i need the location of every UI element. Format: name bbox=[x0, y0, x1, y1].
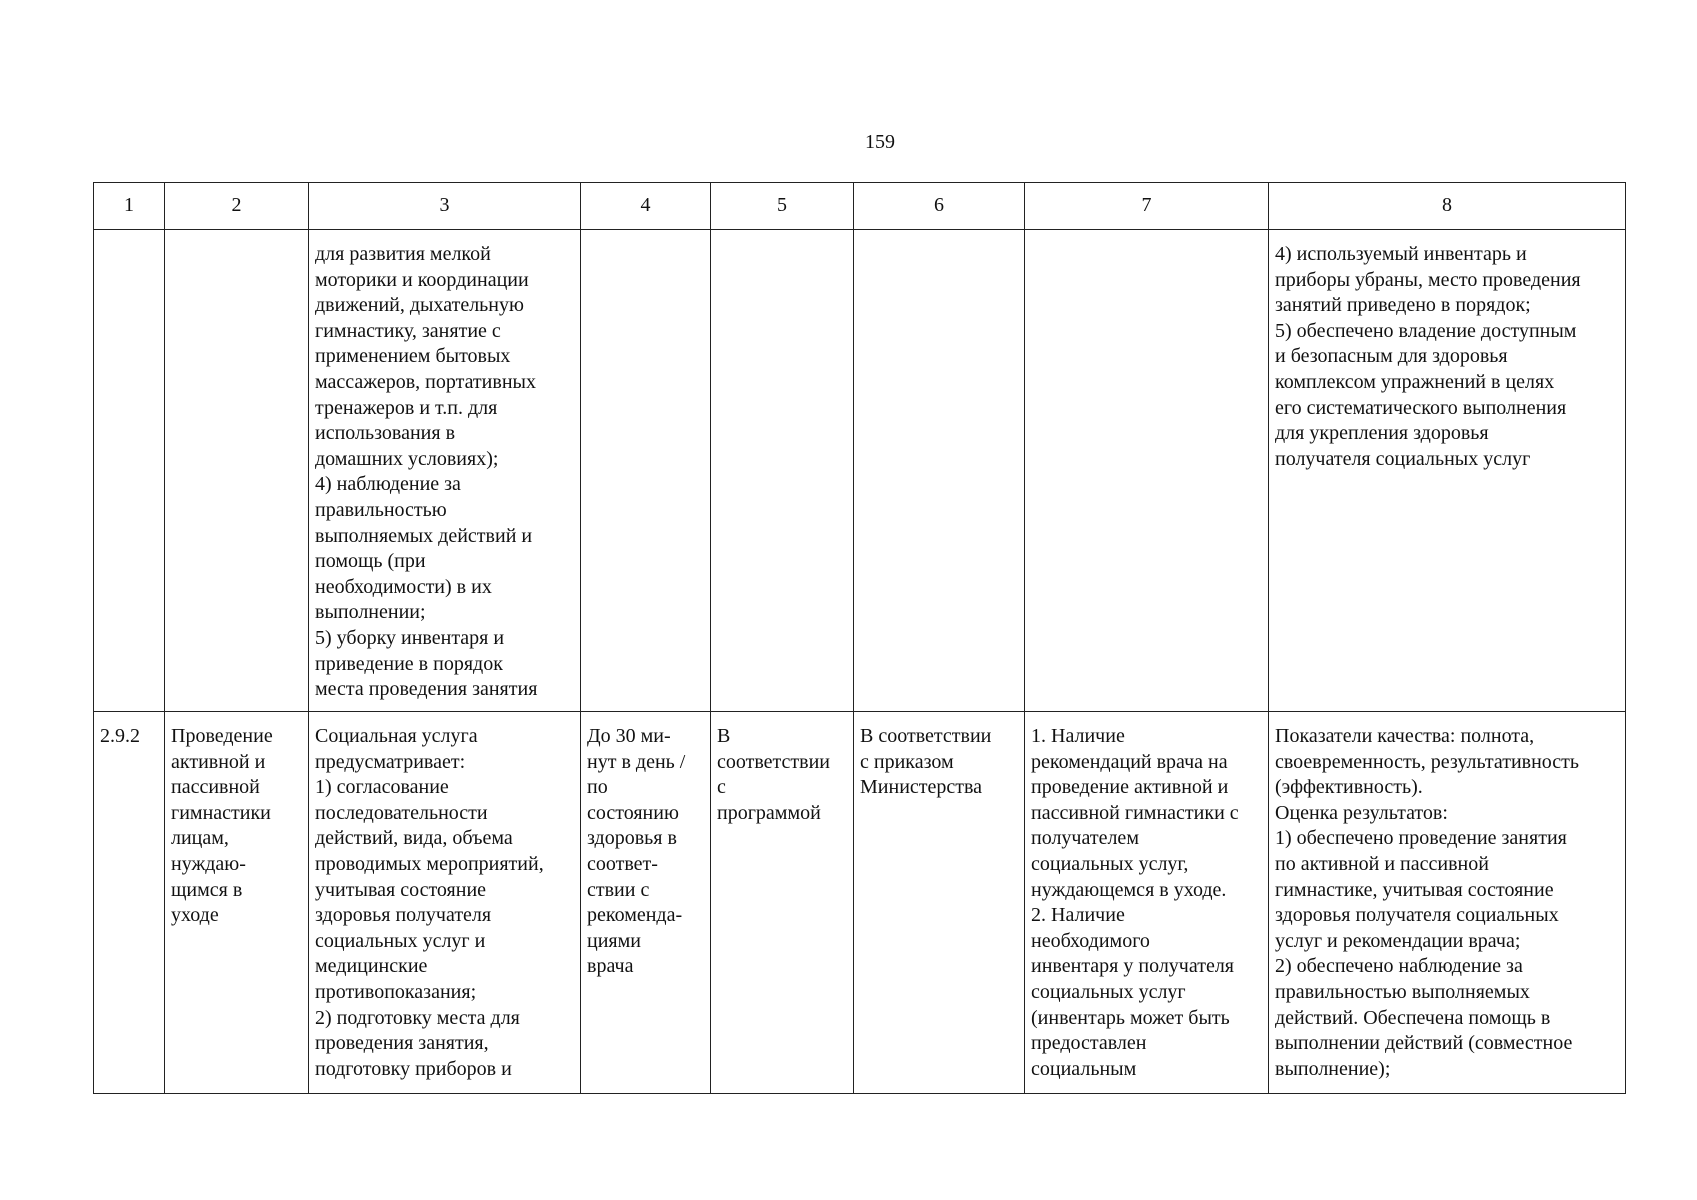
cell-col4 bbox=[581, 230, 711, 712]
cell-item-number: 2.9.2 bbox=[94, 712, 165, 1094]
cell-col1 bbox=[94, 230, 165, 712]
cell-quality-indicators: Показатели качества: полнота, своевременность, результативность (эффективность). Оценка результатов: 1) обеспечено проведение занятия по активной и пассивной гимнастике, учитывая состояние здоровья получателя социальных услуг и рекомендации врача; 2) обеспечено наблюдение за правильностью выполняемых действий. Обеспечена помощь в выполнении действий (совместное выполнение); bbox=[1269, 712, 1626, 1094]
cell-col6 bbox=[854, 230, 1025, 712]
header-row bbox=[94, 183, 1626, 230]
cell-duration: До 30 ми- нут в день / по состоянию здоровья в соответ- ствии с рекоменда- циями врача bbox=[581, 712, 711, 1094]
table-row bbox=[94, 230, 1626, 712]
cell-conditions: 1. Наличие рекомендаций врача на проведение активной и пассивной гимнастики с получателем социальных услуг, нуждающемся в уходе. 2. Наличие необходимого инвентаря у получателя социальных услуг (инвентарь может быть предоставлен социальным bbox=[1025, 712, 1269, 1094]
column-number-5: 5 bbox=[711, 183, 854, 230]
column-number-6: 6 bbox=[854, 183, 1025, 230]
column-number-2: 2 bbox=[165, 183, 309, 230]
services-table bbox=[93, 182, 1626, 1094]
column-number-4: 4 bbox=[581, 183, 711, 230]
column-number-8: 8 bbox=[1269, 183, 1626, 230]
cell-quality-indicators: 4) используемый инвентарь и приборы убраны, место проведения занятий приведено в порядок; 5) обеспечено владение доступным и безопасным для здоровья комплексом упражнений в целях его систематического выполнения для укрепления здоровья получателя социальных услуг bbox=[1269, 230, 1626, 712]
table-row bbox=[94, 712, 1626, 1094]
column-number-7: 7 bbox=[1025, 183, 1269, 230]
cell-col5 bbox=[711, 230, 854, 712]
cell-frequency: В соответствии с программой bbox=[711, 712, 854, 1094]
cell-service-name: Проведение активной и пассивной гимнастики лицам, нуждаю- щимся в уходе bbox=[165, 712, 309, 1094]
cell-col2 bbox=[165, 230, 309, 712]
page-number: 159 bbox=[865, 131, 895, 153]
cell-service-description: Социальная услуга предусматривает: 1) согласование последовательности действий, вида, объема проводимых мероприятий, учитывая состояние здоровья получателя социальных услуг и медицинские противопоказания; 2) подготовку места для проведения занятия, подготовку приборов и bbox=[309, 712, 581, 1094]
cell-tariff: В соответствии с приказом Министерства bbox=[854, 712, 1025, 1094]
column-number-1: 1 bbox=[94, 183, 165, 230]
cell-col7 bbox=[1025, 230, 1269, 712]
column-number-3: 3 bbox=[309, 183, 581, 230]
cell-service-description: для развития мелкой моторики и координации движений, дыхательную гимнастику, занятие с применением бытовых массажеров, портативных тренажеров и т.п. для использования в домашних условиях); 4) наблюдение за правильностью выполняемых действий и помощь (при необходимости) в их выполнении; 5) уборку инвентаря и приведение в порядок места проведения занятия bbox=[309, 230, 581, 712]
